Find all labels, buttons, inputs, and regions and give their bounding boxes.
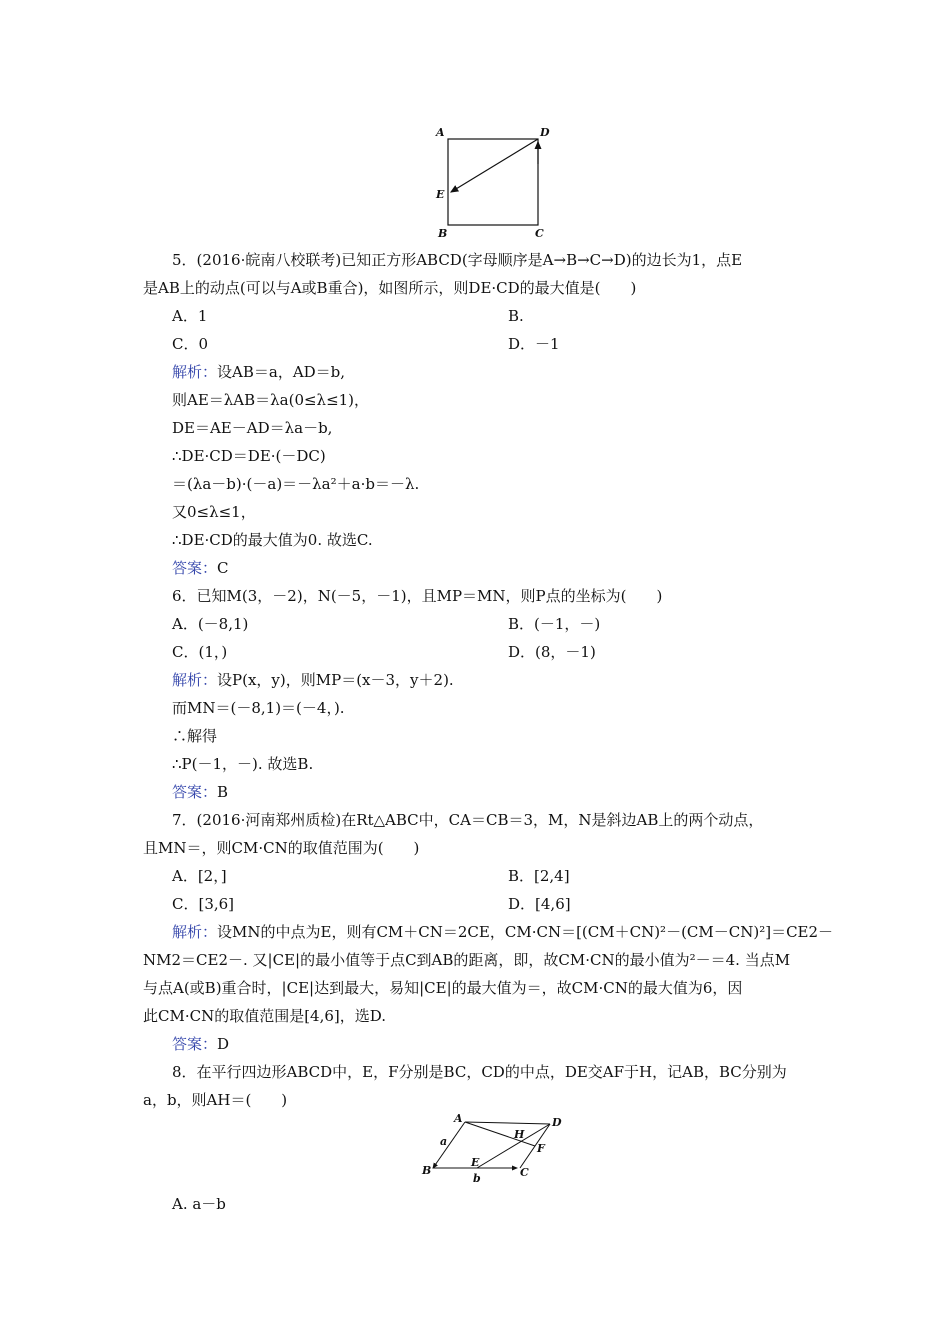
q6-option-c: C．(1，) — [172, 643, 228, 661]
label-a-vector: a — [440, 1135, 448, 1148]
q5-option-b: B. — [508, 307, 524, 325]
q6-option-b: B．(－1，－) — [508, 615, 601, 633]
q7-analysis-text1: 设MN的中点为E，则有CM＋CN＝2CE，CM·CN＝[(CM＋CN)²－(CM－CN)²]＝CE2－ — [217, 923, 834, 941]
q6-option-d: D．(8，－1) — [508, 643, 596, 661]
q7-answer-value: D — [217, 1035, 230, 1053]
label-d: D — [540, 126, 550, 139]
q5-analysis-line5: ＝(λa－b)·(－a)＝－λa²＋a·b＝－λ. — [172, 475, 420, 493]
answer-label: 答案： — [172, 1035, 218, 1053]
q7-option-c: C．[3,6] — [172, 895, 235, 913]
q6-answer-value: B — [217, 783, 229, 801]
q7-stem-line1: 7．(2016·河南郑州质检)在Rt△ABC中，CA＝CB＝3，M，N是斜边AB上的两个动点， — [172, 811, 764, 829]
label-c: C — [535, 227, 544, 240]
label-a: A — [436, 126, 445, 139]
q7-answer — [172, 1034, 229, 1054]
parallelogram-figure — [420, 1112, 570, 1184]
q7-option-b: B．[2,4] — [508, 867, 570, 885]
answer-label: 答案： — [172, 559, 218, 577]
square-figure — [432, 124, 554, 240]
side-ad — [465, 1122, 550, 1124]
analysis-label: 解析： — [172, 923, 218, 941]
q7-analysis-line3: 与点A(或B)重合时，|CE|达到最大，易知|CE|的最大值为＝，故CM·CN的最大值为6，因 — [143, 979, 743, 997]
label-f: F — [537, 1142, 545, 1155]
q6-answer — [172, 782, 228, 802]
q5-analysis-line2: 则AE＝λAB＝λa(0≤λ≤1)， — [172, 391, 370, 409]
label-a: A — [454, 1112, 463, 1125]
q5-analysis-line7: ∴DE·CD的最大值为0. 故选C. — [172, 531, 373, 549]
q6-analysis-line3: ∴解得 — [172, 727, 218, 745]
q7-option-a: A．[2，] — [172, 867, 227, 885]
analysis-label: 解析： — [172, 363, 218, 381]
q7-stem-line2: 且MN＝，则CM·CN的取值范围为( ) — [143, 839, 420, 857]
vector-de — [451, 139, 538, 192]
vector-ab — [433, 1122, 465, 1168]
q8-option-a: A. a－b — [172, 1195, 226, 1213]
q8-stem-line2: a，b，则AH＝( ) — [143, 1091, 288, 1109]
label-e: E — [436, 188, 445, 201]
q5-analysis-text1: 设AB＝a，AD＝b, — [217, 363, 346, 381]
q6-option-a: A．(－8,1) — [172, 615, 249, 633]
q5-option-a: A．1 — [172, 307, 208, 325]
answer-label: 答案： — [172, 783, 218, 801]
segment-af — [465, 1122, 535, 1146]
q5-stem-line2: 是AB上的动点(可以与A或B重合)，如图所示，则DE·CD的最大值是( ) — [143, 279, 637, 297]
q6-analysis-line1 — [172, 670, 454, 690]
q5-analysis-line6: 又0≤λ≤1， — [172, 503, 256, 521]
q5-analysis-line4: ∴DE·CD＝DE·(－DC) — [172, 447, 326, 465]
label-d: D — [552, 1116, 562, 1129]
label-e: E — [471, 1156, 480, 1169]
analysis-label: 解析： — [172, 671, 218, 689]
q5-answer-value: C — [217, 559, 229, 577]
q7-option-d: D．[4,6] — [508, 895, 571, 913]
q6-analysis-line4: ∴P(－1，－). 故选B. — [172, 755, 314, 773]
q5-analysis-line1 — [172, 362, 345, 382]
q7-analysis-line4: 此CM·CN的取值范围是[4,6]，选D. — [143, 1007, 387, 1025]
q5-answer — [172, 558, 229, 578]
label-b: B — [422, 1164, 432, 1177]
q6-analysis-line2: 而MN＝(－8,1)＝(－4，). — [172, 699, 345, 717]
q5-analysis-line3: DE＝AE－AD＝λa－b, — [172, 419, 333, 437]
label-h: H — [514, 1128, 525, 1141]
q7-analysis-line1 — [172, 922, 833, 942]
label-b: B — [438, 227, 448, 240]
label-b-vector: b — [473, 1172, 481, 1184]
label-c: C — [520, 1166, 529, 1179]
q5-option-c: C．0 — [172, 335, 209, 353]
q6-analysis-text1: 设P(x，y)，则MP＝(x－3，y＋2). — [217, 671, 454, 689]
q7-analysis-line2: NM2＝CE2－. 又|CE|的最小值等于点C到AB的距离，即，故CM·CN的最小值为²－＝4. 当点M — [143, 951, 791, 969]
q8-stem-line1: 8．在平行四边形ABCD中，E，F分别是BC，CD的中点，DE交AF于H，记AB，BC分别为 — [172, 1063, 787, 1081]
q5-stem-line1: 5．(2016·皖南八校联考)已知正方形ABCD(字母顺序是A→B→C→D)的边长为1，点E — [172, 251, 743, 269]
q6-stem: 6．已知M(3，－2)，N(－5，－1)，且MP＝MN，则P点的坐标为( ) — [172, 587, 663, 605]
q5-option-d: D．－1 — [508, 335, 560, 353]
square-outline — [448, 139, 538, 225]
